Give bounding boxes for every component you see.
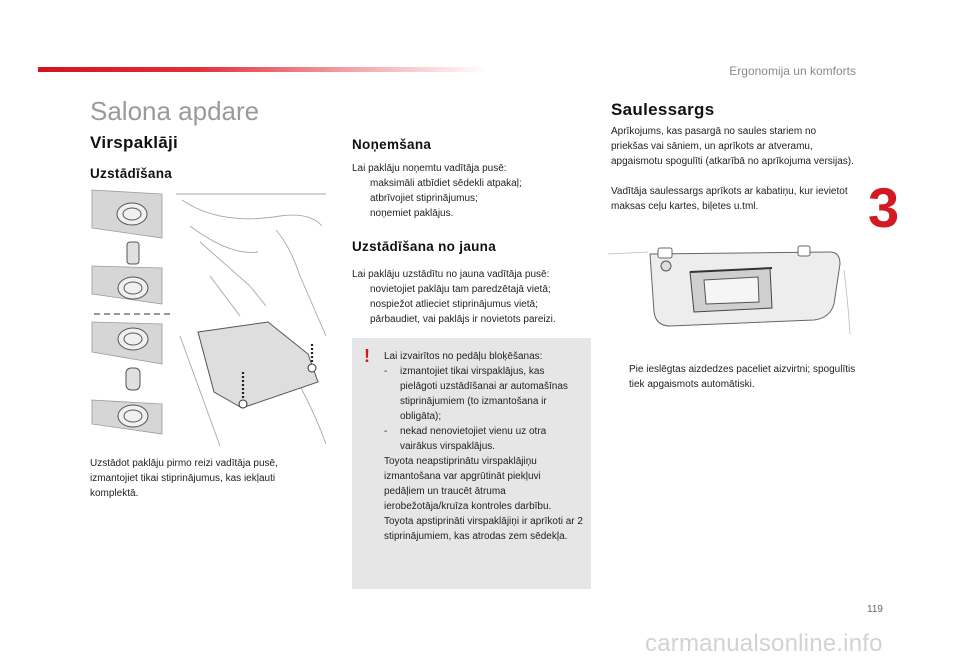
header-accent-bar xyxy=(38,67,488,72)
warning-paragraph: Toyota neapstiprinātu virspaklājiņu izmantošana var apgrūtināt piekļuvi pedāļiem un traucēt ātruma ierobežotāja/kruīza kontroles darbību. xyxy=(384,456,552,512)
floor-mats-heading: Virspaklāji xyxy=(90,133,179,152)
sunvisor-heading: Saulessargs xyxy=(611,100,715,119)
refit-heading: Uzstādīšana no jauna xyxy=(352,239,497,254)
warning-intro: Lai izvairītos no pedāļu bloķēšanas: xyxy=(384,351,543,362)
sunvisor-description: Aprīkojums, kas pasargā no saules stariem no priekšas vai sāniem, un aprīkots ar atveramu, apgaismotu spogulīti (atkarībā no aprīkojuma versijas). xyxy=(611,126,854,167)
sunvisor-illustration xyxy=(608,242,854,338)
floor-mat-illustration xyxy=(90,186,328,448)
list-item: novietojiet paklāju tam paredzētajā vietā; xyxy=(370,284,551,295)
list-item: maksimāli atbīdiet sēdekli atpakaļ; xyxy=(370,178,522,189)
list-item: atbrīvojiet stiprinājumus; xyxy=(370,193,478,204)
dash-glyph: - xyxy=(384,366,388,377)
removal-heading: Noņemšana xyxy=(352,137,432,152)
refit-intro: Lai paklāju uzstādītu no jauna vadītāja pusē: xyxy=(352,269,550,280)
list-item: - izmantojiet tikai virspaklājus, kas pielāgoti uzstādīšanai ar automašīnas stiprinājumiem (to izmantošana ir obligāta); xyxy=(384,366,568,422)
page-number: 119 xyxy=(867,604,883,615)
sunvisor-pocket-text: Vadītāja saulessargs aprīkots ar kabatiņu, kur ievietot maksas ceļu kartes, biļetes u.tml. xyxy=(611,186,848,212)
refit-list xyxy=(352,282,592,327)
chapter-number: 3 xyxy=(868,176,900,239)
installation-caption: Uzstādot paklāju pirmo reizi vadītāja pusē, izmantojiet tikai stiprinājumus, kas iekļauti komplektā. xyxy=(90,458,278,499)
list-item: Pie ieslēgtas aizdedzes paceliet aizvirtni; spogulītis tiek apgaismots automātiski. xyxy=(629,364,856,390)
watermark: carmanualsonline.info xyxy=(645,630,883,657)
sunvisor-list xyxy=(611,362,856,392)
list-item: noņemiet paklājus. xyxy=(370,208,454,219)
list-item: - nekad nenovietojiet vienu uz otra vairākus virspaklājus. xyxy=(384,426,547,452)
removal-intro: Lai paklāju noņemtu vadītāja pusē: xyxy=(352,163,507,174)
installation-heading: Uzstādīšana xyxy=(90,166,173,181)
dash-glyph: - xyxy=(384,426,388,437)
warning-note-body xyxy=(384,349,584,544)
list-item: nospiežot atlieciet stiprinājumus vietā; xyxy=(370,299,538,310)
removal-list xyxy=(352,176,592,221)
section-title: Ergonomija un komforts xyxy=(729,64,856,78)
list-item: pārbaudiet, vai paklājs ir novietots pareizi. xyxy=(370,314,556,325)
warning-note xyxy=(352,338,591,589)
warning-paragraph: Toyota apstiprināti virspaklājiņi ir aprīkoti ar 2 stiprinājumiem, kas atrodas zem sēdekļa. xyxy=(384,516,583,542)
page-title: Salona apdare xyxy=(90,96,260,126)
warning-exclamation-icon: ! xyxy=(364,346,370,366)
